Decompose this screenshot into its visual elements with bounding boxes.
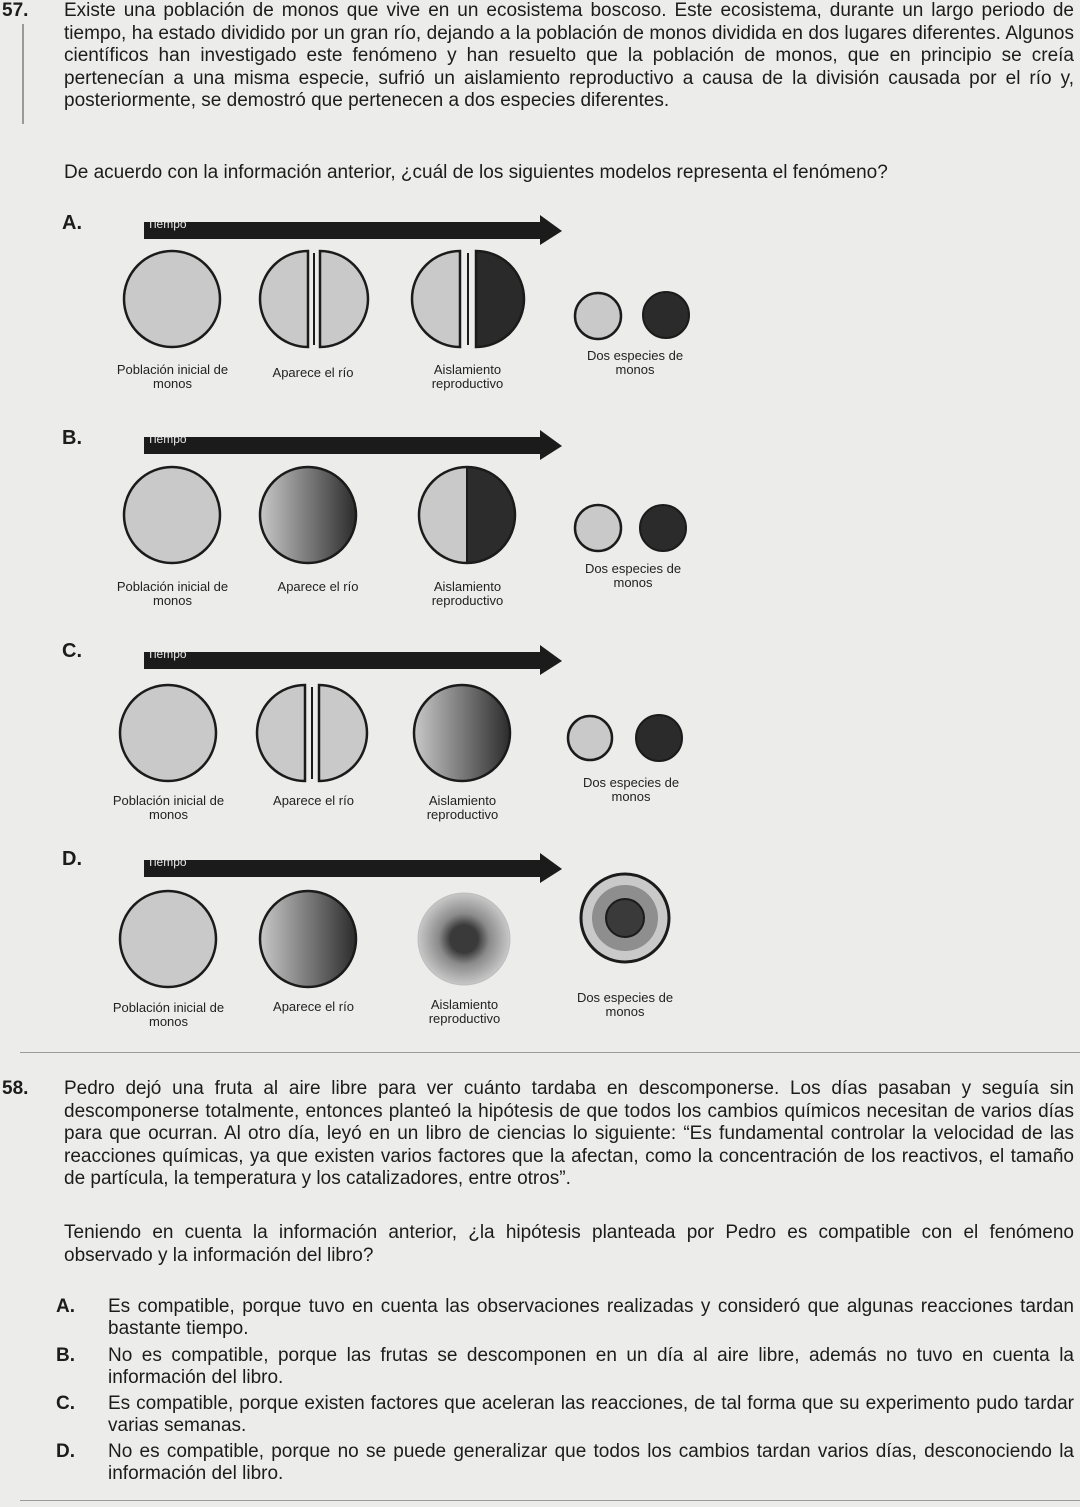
species-dark xyxy=(640,505,686,551)
isolation-half-left xyxy=(412,251,460,347)
species-dark xyxy=(636,715,682,761)
time-arrow xyxy=(144,645,562,675)
species-inner xyxy=(606,899,644,937)
time-label: Tiempo xyxy=(147,647,187,661)
initial-population xyxy=(124,467,220,563)
option-a-diagram xyxy=(100,213,700,413)
answer-b-letter: B. xyxy=(56,1345,75,1366)
isolation-blend xyxy=(418,893,510,985)
option-b-diagram xyxy=(100,428,700,628)
label-two-species: Dos especies de monos xyxy=(582,775,680,804)
label-initial: Población inicial de monos xyxy=(112,793,225,822)
species-light xyxy=(568,716,612,760)
option-d-letter: D. xyxy=(62,848,82,870)
river-half-left xyxy=(260,251,308,347)
question-58-prompt: Teniendo en cuenta la información anterior, ¿la hipótesis planteada por Pedro es compatible con el fenómeno observado y la información del libro? xyxy=(64,1222,1074,1266)
time-arrow xyxy=(144,853,562,883)
isolation-half-left xyxy=(419,467,467,563)
time-arrow xyxy=(144,430,562,460)
time-label: Tiempo xyxy=(147,217,187,231)
option-d-diagram xyxy=(100,851,700,1051)
initial-population xyxy=(124,251,220,347)
margin-rule xyxy=(22,24,24,124)
initial-population xyxy=(120,891,216,987)
label-initial: Población inicial de monos xyxy=(112,1000,225,1029)
label-isolation: Aislamiento reproductivo xyxy=(431,362,504,391)
question-57-text: Existe una población de monos que vive en un ecosistema boscoso. Este ecosistema, durante un largo periodo de tiempo, ha estado dividido por un gran río, dejando a la población de monos dividida en dos lugares diferentes. Algunos científicos han investigado este fenómeno y han resuelto que la población de monos, que en principio se creía pertenecían a una misma especie, sufrió un aislamiento reproductivo a causa de la división causada por el río y, posteriormente, se demostró que pertenecen a dos especies diferentes. xyxy=(64,0,1074,111)
label-river: Aparece el río xyxy=(273,793,354,808)
species-light xyxy=(575,293,621,339)
river-gradient xyxy=(260,467,356,563)
label-river: Aparece el río xyxy=(273,999,354,1014)
answer-a-text: Es compatible, porque tuvo en cuenta las observaciones realizadas y consideró que algunas reacciones tardan bastante tiempo. xyxy=(108,1296,1074,1339)
answer-d-letter: D. xyxy=(56,1441,75,1462)
label-river: Aparece el río xyxy=(277,579,359,594)
label-two-species: Dos especies de monos xyxy=(586,348,684,377)
answer-d-text: No es compatible, porque no se puede generalizar que todos los cambios tardan varios días, desconociendo la información del libro. xyxy=(108,1441,1074,1484)
label-isolation: Aislamiento reproductivo xyxy=(431,579,504,608)
label-two-species: Dos especies de monos xyxy=(576,990,674,1019)
question-58-number: 58. xyxy=(2,1078,29,1099)
river-gradient xyxy=(260,891,356,987)
question-separator xyxy=(20,1052,1080,1053)
option-c-letter: C. xyxy=(62,640,82,662)
river-half-right xyxy=(320,251,368,347)
isolation-gradient xyxy=(414,685,510,781)
question-57-number: 57. xyxy=(2,0,29,21)
label-isolation: Aislamiento reproductivo xyxy=(426,793,499,822)
label-river: Aparece el río xyxy=(272,365,354,380)
answer-b-text: No es compatible, porque las frutas se descomponen en un día al aire libre, además no tuvo en cuenta la información del libro. xyxy=(108,1345,1074,1388)
question-58-text: Pedro dejó una fruta al aire libre para ver cuánto tardaba en descomponerse. Los días pasaban y seguía sin descomponerse totalmente, entonces planteó la hipótesis de que todos los cambios químicos necesitan de varios días para que ocurran. Al otro día, leyó en un libro de ciencias lo siguiente: “Es fundamental controlar la velocidad de las reacciones químicas, ya que existen varios factores que la afectan, como la concentración de los reactivos, el tamaño de partícula, la temperatura y los catalizadores, entre otros”. xyxy=(64,1078,1074,1189)
time-label: Tiempo xyxy=(147,432,187,446)
species-light xyxy=(575,505,621,551)
time-label: Tiempo xyxy=(147,855,187,869)
label-two-species: Dos especies de monos xyxy=(584,561,682,590)
option-b-letter: B. xyxy=(62,427,82,449)
option-a-letter: A. xyxy=(62,212,82,234)
answer-a-letter: A. xyxy=(56,1296,75,1317)
label-initial: Población inicial de monos xyxy=(116,362,229,391)
answer-c-letter: C. xyxy=(56,1393,75,1414)
isolation-half-right xyxy=(476,251,524,347)
label-initial: Población inicial de monos xyxy=(116,579,229,608)
isolation-half-right xyxy=(467,467,515,563)
species-dark xyxy=(643,292,689,338)
bottom-separator xyxy=(20,1500,1080,1501)
river-half-right xyxy=(319,685,367,781)
answer-c-text: Es compatible, porque existen factores que aceleran las reacciones, de tal forma que su experimento pudo tardar varias semanas. xyxy=(108,1393,1074,1436)
option-c-diagram xyxy=(100,643,700,843)
label-isolation: Aislamiento reproductivo xyxy=(428,997,501,1026)
initial-population xyxy=(120,685,216,781)
time-arrow xyxy=(144,215,562,245)
river-half-left xyxy=(257,685,305,781)
question-57-prompt: De acuerdo con la información anterior, ¿cuál de los siguientes modelos representa el fenómeno? xyxy=(64,162,888,183)
